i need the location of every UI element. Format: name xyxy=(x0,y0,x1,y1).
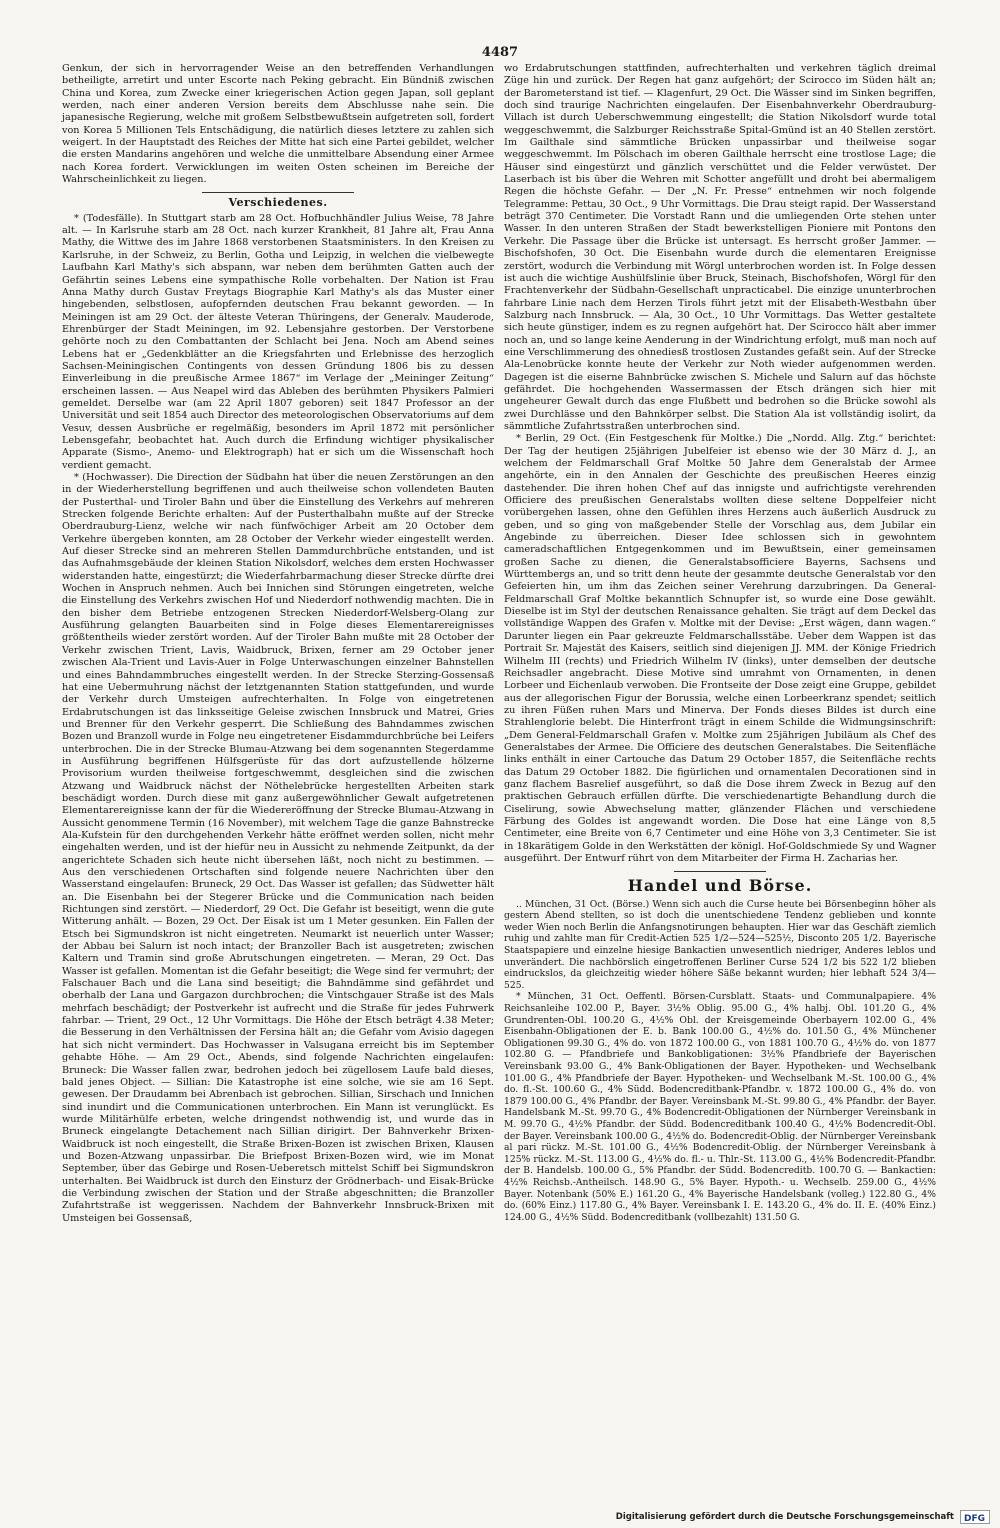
section-title: Verschiedenes. xyxy=(228,196,328,210)
article-paragraph: * (Hochwasser). Die Direction der Südbahn hat über die neuen Zerstörungen an den in der Wiederherstellung begriffenen und auch theilweise schon vollendeten Bauten der Pusterthal- und Tiroler Bahn und über die Einstellung des Verkehrs auf mehreren Strecken folgende Berichte erhalten: Auf der Pusterthalbahn mußte auf der Strecke Oberdrauburg-Lienz, welche wir nach fünfwöchiger Arbeit am 20 October dem Verkehre übergeben konnten, am 28 October der Verkehr wieder eingestellt werden. Auf dieser Strecke sind an mehreren Stellen Dammdurchbrüche entstanden, und ist das Aufnahmsgebäude der kleinen Station Nikolsdorf, welches dem ersten Hochwasser widerstanden hatte, eingestürzt; die Wiederfahrbarmachung dieser Strecke dürfte drei Wochen in Anspruch nehmen. Auch bei Innichen sind Störungen eingetreten, welche die Einstellung des Verkehrs zwischen Hof und Niederdorf nothwendig machten. Die in den bisher dem Betriebe entzogenen Strecken Niederdorf-Welsberg-Olang zur Ausführung gelangten Bauarbeiten sind in Folge dieses Elementarereignisses größtentheils wieder zerstört worden. Auf der Tiroler Bahn mußte mit 28 October der Verkehr zwischen Trient, Lavis, Waidbruck, Brixen, ferner am 29 October jener zwischen Ala-Trient und Lavis-Auer in Folge Unterwaschungen einzelner Bahnstellen und eines Bahndammbruches eingestellt werden. In der Strecke Sterzing-Gossensaß hat eine Uebermuhrung nächst der letztgenannten Station stattgefunden, und wurde der Verkehr durch Umsteigen aufrechterhalten. In Folge von eingetretenen Erdabrutschungen ist das linksseitige Geleise zwischen Innsbruck und Matrei, Gries und Brenner für den Verkehr gesperrt. Die Schließung des Bahndammes zwischen Bozen und Branzoll wurde in Folge neu eingetretener Eisdammdurchbrüche bei Leifers unterbrochen. Die in der Strecke Blumau-Atzwang bei dem sogenannten Stegerdamme in Ausführung begriffenen Hülfsgerüste für das dort aufzustellende hölzerne Provisorium wurden theilweise fortgeschwemmt, desgleichen sind die zwischen Atzwang und Waidbruck nächst der Nöthelebrücke hergestellten Arbeiten stark beschädigt worden. Durch diese mit ganz außergewöhnlicher Gewalt aufgetretenen Elementarereignisse kann der für die Wiedereröffnung der Strecke Blumau-Atzwang in Aussicht genommene Termin (16 November), mit welchem Tage die ganze Bahnstrecke Ala-Kufstein für den durchgehenden Verkehr hätte eröffnet werden sollen, nicht mehr eingehalten werden, und ist der hiefür neu in Aussicht zu nehmende Zeitpunkt, da der angerichtete Schaden sich heute nicht übersehen läßt, noch nicht zu bestimmen. — Aus den verschiedenen Ortschaften sind folgende neuere Nachrichten über den Wasserstand eingelaufen: Bruneck, 29 Oct. Das Wasser ist gefallen; das Südwetter hält an. Die Eisenbahn bei der Stegerer Brücke und die Communication nach beiden Richtungen sind zerstört. — Niederdorf, 29 Oct. Die Gefahr ist beseitigt, wenn die gute Witterung anhält. — Bozen, 29 Oct. Der Eisak ist um 1 Meter gesunken. Ein Fallen der Etsch bei Sigmundskron ist nicht eingetreten. Neumarkt ist neuerlich unter Wasser; der Abbau bei Salurn ist noch intact; der Branzoller Bach ist ausgetreten; zwischen Kaltern und Tramin sind große Abrutschungen eingetreten. — Meran, 29 Oct. Das Wasser ist gefallen. Momentan ist die Gefahr beseitigt; die Wege sind fer vermuhrt; der Falschauer Bach und die Lana sind beseitigt; die Bahndämme sind gefährdet und oberhalb der Lana und Gargazon durchbrochen; die Vintschgauer Straße ist des Mals mehrfach beschädigt; der Postverkehr ist aufrecht und die Straße für jedes Fuhrwerk fahrbar. — Trient, 29 Oct., 12 Uhr Vormittags. Die Höhe der Etsch beträgt 4.38 Meter; die Besserung in den Verhältnissen der Fersina hält an; die Gefahr vom Avisio dagegen hat sich nicht vermindert. Das Hochwasser in Valsugana erreicht bis im September gehabte Höhe. — Am 29 Oct., Abends, sind folgende Nachrichten eingelaufen: Bruneck: Die Wasser fallen zwar, bedrohen jedoch bei zügellosem Laufe bald dieses, bald jenes Object. — Sillian: Die Katastrophe ist eine solche, wie sie am 16 Sept. gewesen. Der Draudamm bei Abrenbach ist gebrochen. Sillian, Sirschach und Innichen sind inundirt und die Communicationen unterbrochen. Ein Mann ist verunglückt. Es wurde Militärhülfe erbeten, welche dringendst nothwendig ist, und wurde das in Bruneck eingelangte Detachement nach Sillian dirigirt. Der Bahnverkehr Brixen-Waidbruck ist noch eingestellt, die Straße Brixen-Bozen ist zwischen Brixen, Klausen und Bozen-Atzwang unpassirbar. Die Briefpost Brixen-Bozen wird, wie im Monat September, über das Gebirge und Rosen-Ueberetsch mittelst Schiff bei Sigmundskron unterhalten. Bei Waidbruck ist durch den Einsturz der Grödnerbach- und Eisak-Brücke die Verbindung zwischen der Station und der Straße abgeschnitten; die Branzoller Zufahrtstraße ist weggerissen. Nachdem der Bahnverkehr Innsbruck-Brixen mit Umsteigen bei Gossensaß, xyxy=(62,472,494,1224)
right-column xyxy=(504,63,936,1223)
section-title: Handel und Börse. xyxy=(627,876,813,896)
article-paragraph: wo Erdabrutschungen stattfinden, aufrechterhalten und verkehren täglich dreimal Züge hin und zurück. Der Regen hat ganz aufgehört; der Scirocco im Süden hält an; der Barometerstand ist tief. — Klagenfurt, 29 Oct. Die Wässer sind im Sinken begriffen, doch sind traurige Nachrichten eingelaufen. Der Eisenbahnverkehr Oberdrauburg-Villach ist durch Ueberschwemmung eingestellt; die Station Nikolsdorf wurde total weggeschwemmt, die Salzburger Reichsstraße Spital-Gmünd ist an 40 Stellen zerstört. Im Gailthale sind sämmtliche Brücken unpassirbar und theilweise sogar weggeschwemmt. Im Pölschach im oberen Gailthale herrscht eine trostlose Lage; die Häuser sind eingestürzt und gänzlich verschüttet und die Felder verwüstet. Der Laserbach ist bis über die Wehren mit Schotter angefüllt und droht bei abermaligem Regen die höchste Gefahr. — Der „N. Fr. Presse“ entnehmen wir noch folgende Telegramme: Pettau, 30 Oct., 9 Uhr Vormittags. Die Drau steigt rapid. Der Wasserstand beträgt 370 Centimeter. Die Vorstadt Rann und die umliegenden Orte stehen unter Wasser. In den unteren Straßen der Stadt bewerkstelligen Pioniere mit Pontons den Verkehr. Die Passage über die Brücke ist untersagt. Es herrscht großer Jammer. — Bischofshofen, 30 Oct. Die Eisenbahn wurde durch die elementaren Ereignisse zerstört, wodurch die Verbindung mit Wörgl unterbrochen worden ist. In Folge dessen ist auch die wichtige Aushülfslinie über Bruck, Steinach, Bischofshofen, Wörgl für den Frachtenverkehr der Südbahn-Gesellschaft unpracticabel. Die einzige ununterbrochen fahrbare Linie nach dem Herzen Tirols führt jetzt mit der Elisabeth-Westbahn über Salzburg nach Innsbruck. — Ala, 30 Oct., 10 Uhr Vormittags. Das Wetter gestaltete sich heute günstiger, indem es zu regnen aufgehört hat. Der Scirocco hält aber immer noch an, und so lange keine Aenderung in der Windrichtung erfolgt, muß man noch auf eine Verschlimmerung des ohnediesß trostlosen Zustandes gefaßt sein. Auf der Strecke Ala-Lenobrücke konnte heute der Verkehr zur Noth wieder aufgenommen werden. Dagegen ist die eiserne Bahnbrücke zwischen S. Michele und Salurn auf das höchste gefährdet. Die hochgehenden Wassermassen der Etsch drängen sich hier mit ungeheurer Gewalt durch das enge Flußbett und bedrohen so die Brücke sowohl als zwei Durchlässe und den Bahnkörper selbst. Die Station Ala ist vollständig isolirt, da sämmtliche Zufahrtsstraßen unterbrochen sind. xyxy=(504,63,936,432)
page-number: 4487 xyxy=(481,45,519,60)
left-column xyxy=(62,63,494,1225)
divider xyxy=(202,192,354,193)
article-paragraph: Genkun, der sich in hervorragender Weise an den betreffenden Verhandlungen betheiligte, arretirt und unter Escorte nach Peking gebracht. Ein Bündniß zwischen China und Korea, zum Zwecke einer kriegerischen Action gegen Japan, soll geplant werden, nach einer anderen Version bereits dem Abschlusse nahe sein. Die japanesische Regierung, welche mit großem Selbstbewußtsein aufgetreten soll, fordert von Korea 5 Millionen Tels Entschädigung, die natürlich dieses letztere zu zahlen sich weigert. In der Hauptstadt des Reiches der Mitte hat sich eine Partei gebildet, welcher die ersten Mandarins angehören und welche die unmittelbare Absendung einer Armee nach Korea fordert. Verwicklungen im weiten Osten scheinen im Bereiche der Wahrscheinlichkeit zu liegen. xyxy=(62,63,494,186)
article-paragraph: * Berlin, 29 Oct. (Ein Festgeschenk für Moltke.) Die „Nordd. Allg. Ztg.“ berichtet: Der Tag der heutigen 25jährigen Jubelfeier ist ebenso wie der 30 März d. J., an welchem der Feldmarschall Graf Moltke 50 Jahre dem Generalstab der Armee angehörte, ein in den Annalen der Geschichte des preußischen Heeres einzig dastehender. Die ihren hohen Chef auf das innigste und aufrichtigste verehrenden Officiere des preußischen Generalstabs wollten diese seltene Doppelfeier nicht vorübergehen lassen, ohne den Gefühlen ihres Herzens auch äußerlich Ausdruck zu geben, und so ging von maßgebender Stelle der Vorschlag aus, dem Jubilar ein Angebinde zu überreichen. Dieser Idee schlossen sich in gewohntem cameradschaftlichen Entgegenkommen und im Bewußtsein, einer gemeinsamen großen Sache zu dienen, die Generalstabsofficiere Bayerns, Sachsens und Württembergs an, und so tritt denn heute der gesammte deutsche Generalstab vor den Gefeierten hin, um ihm das Zeichen seiner Verehrung darzubringen. Da General-Feldmarschall Graf Moltke bekanntlich Schnupfer ist, so wurde eine Dose gewählt. Dieselbe ist im Styl der deutschen Renaissance gehalten. Sie trägt auf dem Deckel das vollständige Wappen des Grafen v. Moltke mit der Devise: „Erst wägen, dann wagen.“ Darunter liegen ein Paar gekreuzte Feldmarschallsstäbe. Ueber dem Wappen ist das Portrait Sr. Majestät des Kaisers, seitlich sind diejenigen JJ. MM. der Könige Friedrich Wilhelm III (rechts) und Friedrich Wilhelm IV (links), unter demselben der deutsche Reichsadler angebracht. Diese Motive sind umrahmt von Ornamenten, in denen Lorbeer und Eichenlaub verwoben. Die Frontseite der Dose zeigt eine Gruppe, gebildet aus der allegorischen Figur der Borussia, welche einen Lorbeerkranz spendet; seitlich zu ihren Füßen ruhen Mars und Minerva. Der Fonds dieses Bildes ist durch eine Strahlenglorie belebt. Die Hinterfront trägt in einem Schilde die Widmungsinschrift: „Dem General-Feldmarschall Grafen v. Moltke zum 25jährigen Jubiläum als Chef des Generalstabes der Armee. Die Officiere des deutschen Generalstabes. Die Seitenfläche links enthält in einer Cartouche das Datum 29 October 1857, die Seitenfläche rechts das Datum 29 October 1882. Die figürlichen und ornamentalen Decorationen sind in ganz flachem Basrelief ausgeführt, so daß die Dose ihrem Zweck in Bezug auf den praktischen Gebrauch erfüllen dürfte. Die verschiedenartigte Behandlung durch die Ciselirung, sowie Abwechselung matter, glänzender Flächen und verschiedene Färbung des Goldes ist angewandt worden. Die Dose hat eine Länge von 8,5 Centimeter, eine Breite von 6,7 Centimeter und eine Höhe von 3,3 Centimeter. Sie ist in 18karätigem Golde in den Werkstätten der königl. Hof-Goldschmiede Sy und Wagner ausgeführt. Der Entwurf rührt von dem Mitarbeiter der Firma H. Zacharias her. xyxy=(504,433,936,864)
footer-text: Digitalisierung gefördert durch die Deutsche Forschungsgemeinschaft xyxy=(615,1512,954,1522)
dfg-logo xyxy=(960,1510,990,1524)
footer xyxy=(560,1510,990,1524)
article-paragraph: .. München, 31 Oct. (Börse.) Wenn sich auch die Curse heute bei Börsenbeginn höher als gestern Abend stellten, so ist doch die unentschiedene Tendenz geblieben und konnte weder Wien noch Berlin die Anfangsnotirungen behaupten. Hier war das Geschäft ziemlich ruhig und zahlte man für Credit-Actien 525 1/2—524—525½, Disconto 205 1/2. Bayerische Staatspapiere und einzelne hiesige Bankactien unwesentlich niedriger, Anderes leblos und unverändert. Die nachbörslich eingetroffenen Berliner Curse 524 1/2 bis 522 1/2 blieben eindruckslos, da gleichzeitig wieder höhere Säße bekannt wurden; hier lebhaft 524 3/4—525. xyxy=(504,898,936,991)
article-paragraph: * München, 31 Oct. Oeffentl. Börsen-Cursblatt. Staats- und Communalpapiere. 4% Reichsanleihe 102.00 P., Bayer. 3½% Oblig. 95.00 G., 4% halbj. Obl. 101.20 G., 4% Grundrenten-Obl. 100.20 G., 4½% Obl. der Kreisgemeinde Oberbayern 102.00 G., 4% Eisenbahn-Obligationen der E. b. Bank 100.00 G., 4½% do. 101.50 G., 4% Münchener Obligationen 99.30 G., 4% do. von 1872 100.00 G., von 1881 100.70 G., 4½% do. von 1877 102.80 G. — Pfandbriefe und Bankobligationen: 3½% Pfandbriefe der Bayerischen Vereinsbank 93.00 G., 4% Bank-Obligationen der Bayer. Hypotheken- und Wechselbank 101.00 G., 4% Pfandbriefe der Bayer. Hypotheken- und Wechselbank M.-St. 100.00 G., 4% do. fl.-St. 100.60 G., 4% Südd. Bodencreditbank-Pfandbr. v. 1872 100.00 G., 4% do. von 1879 100.00 G., 4% Pfandbr. der Bayer. Vereinsbank M.-St. 99.80 G., 4% Pfandbr. der Bayer. Handelsbank M.-St. 99.70 G., 4% Bodencredit-Obligationen der Nürnberger Vereinsbank in M. 99.70 G., 4½% Pfandbr. der Südd. Bodencreditbank 100.40 G., 4½% Bodencredit-Obl. der Bayer. Vereinsbank 100.00 G., 4½% do. Bodencredit-Oblig. der Nürnberger Vereinsbank al pari rückz. M.-St. 101.00 G., 4½% Bodencredit-Oblig. der Nürnberger Vereinsbank à 125% rückz. M.-St. 113.00 G., 4½% do. fl.- u. Thlr.-St. 113.00 G., 4½% Bodencredit-Pfandbr. der B. Handelsb. 100.00 G., 5% Pfandbr. der Südd. Bodencreditb. 100.70 G. — Bankactien: 4½% Reichsb.-Antheilsch. 148.90 G., 5% Bayer. Hypoth.- u. Wechselb. 259.00 G., 4½% Bayer. Notenbank (50% E.) 161.20 G., 4% Bayerische Handelsbank (volleg.) 122.80 G., 4% do. (60% Einz.) 117.80 G., 4% Bayer. Vereinsbank I. E. 143.20 G., 4% do. II. E. (40% Einz.) 124.00 G., 4½% Südd. Bodencreditbank (vollbezahlt) 131.50 G. xyxy=(504,991,936,1223)
divider xyxy=(674,871,766,872)
article-paragraph: * (Todesfälle). In Stuttgart starb am 28 Oct. Hofbuchhändler Julius Weise, 78 Jahre alt. — In Karlsruhe starb am 28 Oct. nach kurzer Krankheit, 81 Jahre alt, Frau Anna Mathy, die Wittwe des im Jahre 1868 verstorbenen Staatsministers. In den Kreisen zu Karlsruhe, in der Schweiz, zu Berlin, Gotha und Leipzig, in welchen die vielbewegte Laufbahn Karl Mathy's sich abspann, war neben dem berühmten Gatten auch der Gefährtin seines Lebens eine sympathische Rolle vorbehalten. Der Nation ist Frau Anna Mathy durch Gustav Freytags Biographie Karl Mathy's als das Muster einer hingebenden, selbstlosen, aufopfernden deutschen Frau bekannt geworden. — In Meiningen ist am 29 Oct. der älteste Veteran Thüringens, der Generalv. Mauderode, Ehrenbürger der Stadt Meiningen, im 92. Lebensjahre gestorben. Der Verstorbene gehörte noch zu den Combattanten der Schlacht bei Jena. Noch am Abend seines Lebens hat er „Gedenkblätter an die Kriegsfahrten und Erlebnisse des herzoglich Sachsen-Meiningischen Contingents von dessen Gründung 1806 bis zu dessen Einverleibung in die preußische Armee 1867“ im Verlage der „Meininger Zeitung“ erscheinen lassen. — Aus Neapel wird das Ableben des berühmten Physikers Palmieri gemeldet. Derselbe war (am 22 April 1807 geboren) seit 1847 Professor an der Universität und seit 1854 auch Director des meteorologischen Observatoriums auf dem Vesuv, dessen Ausbrüche er regelmäßig, besonders im April 1872 mit persönlicher Lebensgefahr, beobachtet hat. Auch durch die Erfindung wichtiger physikalischer Apparate (Sismo-, Anemo- und Elektrograph) hat er sich um die Wissenschaft hoch verdient gemacht. xyxy=(62,212,494,471)
svg-text:DFG: DFG xyxy=(964,1514,986,1522)
